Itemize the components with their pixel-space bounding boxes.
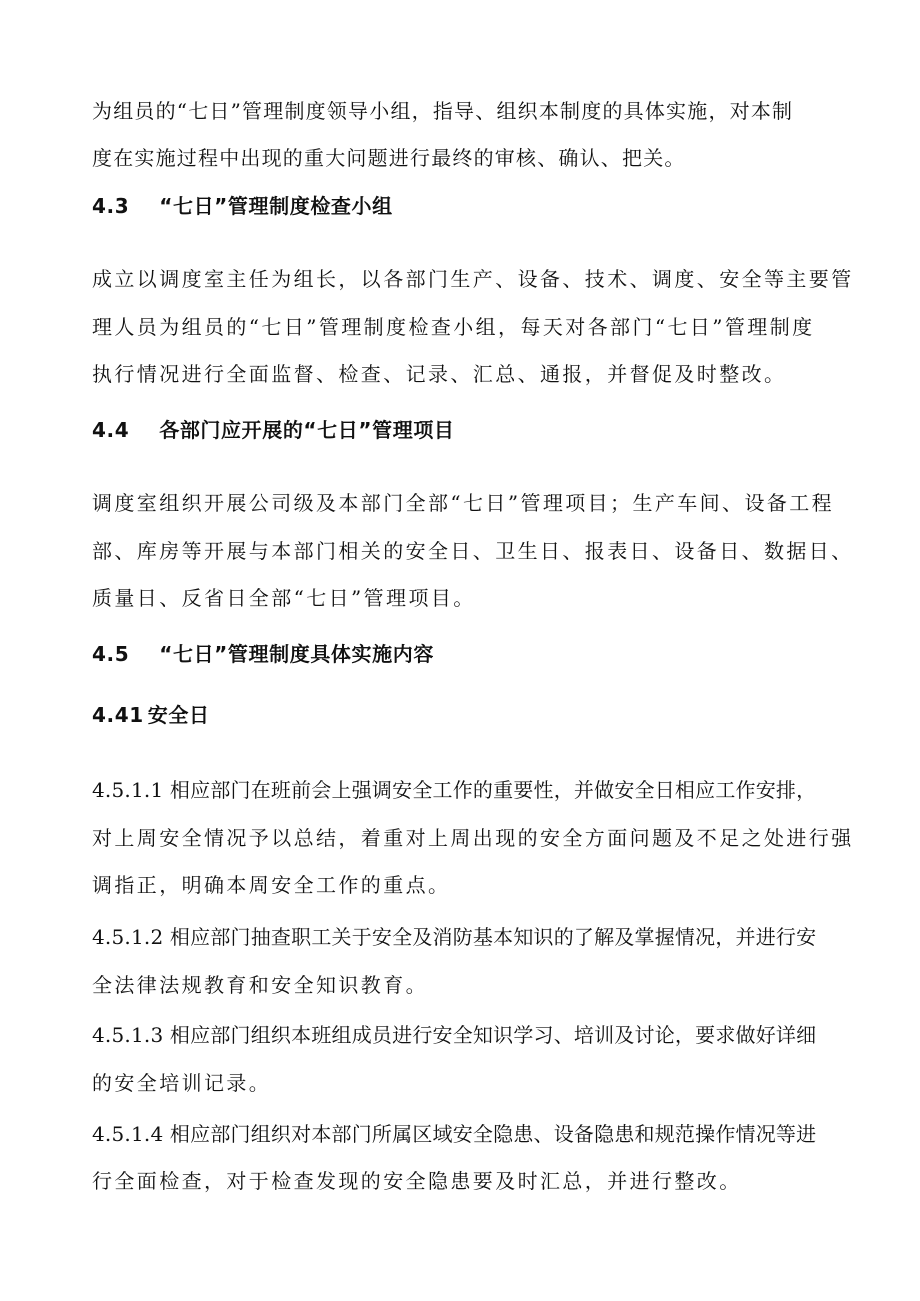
section-heading-4-5	[92, 641, 434, 667]
section-title: “七日”管理制度检查小组	[159, 194, 393, 218]
list-item-line: 4.5.1.2 相应部门抽查职工关于安全及消防基本知识的了解及掌握情况，并进行安	[92, 925, 817, 949]
section-number: 4.5	[92, 642, 130, 666]
list-item-line: 4.5.1.1 相应部门在班前会上强调安全工作的重要性，并做安全日相应工作安排，	[92, 778, 817, 802]
paragraph-line: 质量日、反省日全部“七日”管理项目。	[92, 586, 476, 610]
list-item-line: 的安全培训记录。	[92, 1071, 272, 1095]
section-title: 各部门应开展的“七日”管理项目	[159, 418, 455, 442]
list-item-line: 全法律法规教育和安全知识教育。	[92, 973, 428, 997]
paragraph-line: 度在实施过程中出现的重大问题进行最终的审核、确认、把关。	[92, 146, 686, 170]
list-item-line: 4.5.1.3 相应部门组织本班组成员进行安全知识学习、培训及讨论，要求做好详细	[92, 1023, 817, 1047]
section-number: 4.41	[92, 703, 144, 727]
section-heading-4-3	[92, 193, 393, 219]
section-number: 4.3	[92, 194, 130, 218]
section-heading-4-41	[92, 702, 210, 728]
section-number: 4.4	[92, 418, 130, 442]
paragraph-line: 执行情况进行全面监督、检查、记录、汇总、通报，并督促及时整改。	[92, 362, 787, 386]
paragraph-line: 部、库房等开展与本部门相关的安全日、卫生日、报表日、设备日、数据日、	[92, 539, 854, 563]
paragraph-line: 理人员为组员的“七日”管理制度检查小组，每天对各部门“七日”管理制度	[92, 315, 815, 339]
list-item-line: 4.5.1.4 相应部门组织对本部门所属区域安全隐患、设备隐患和规范操作情况等进	[92, 1122, 817, 1146]
list-item-line: 行全面检查，对于检查发现的安全隐患要及时汇总，并进行整改。	[92, 1169, 742, 1193]
paragraph-line: 为组员的“七日”管理制度领导小组，指导、组织本制度的具体实施，对本制	[92, 99, 794, 123]
list-item-line: 对上周安全情况予以总结，着重对上周出现的安全方面问题及不足之处进行强	[92, 826, 854, 850]
section-title: “七日”管理制度具体实施内容	[159, 642, 434, 666]
section-title: 安全日	[147, 703, 210, 727]
paragraph-line: 成立以调度室主任为组长，以各部门生产、设备、技术、调度、安全等主要管	[92, 267, 854, 291]
list-item-line: 调指正，明确本周安全工作的重点。	[92, 873, 451, 897]
section-heading-4-4	[92, 417, 455, 443]
paragraph-line: 调度室组织开展公司级及本部门全部“七日”管理项目；生产车间、设备工程	[92, 491, 835, 515]
